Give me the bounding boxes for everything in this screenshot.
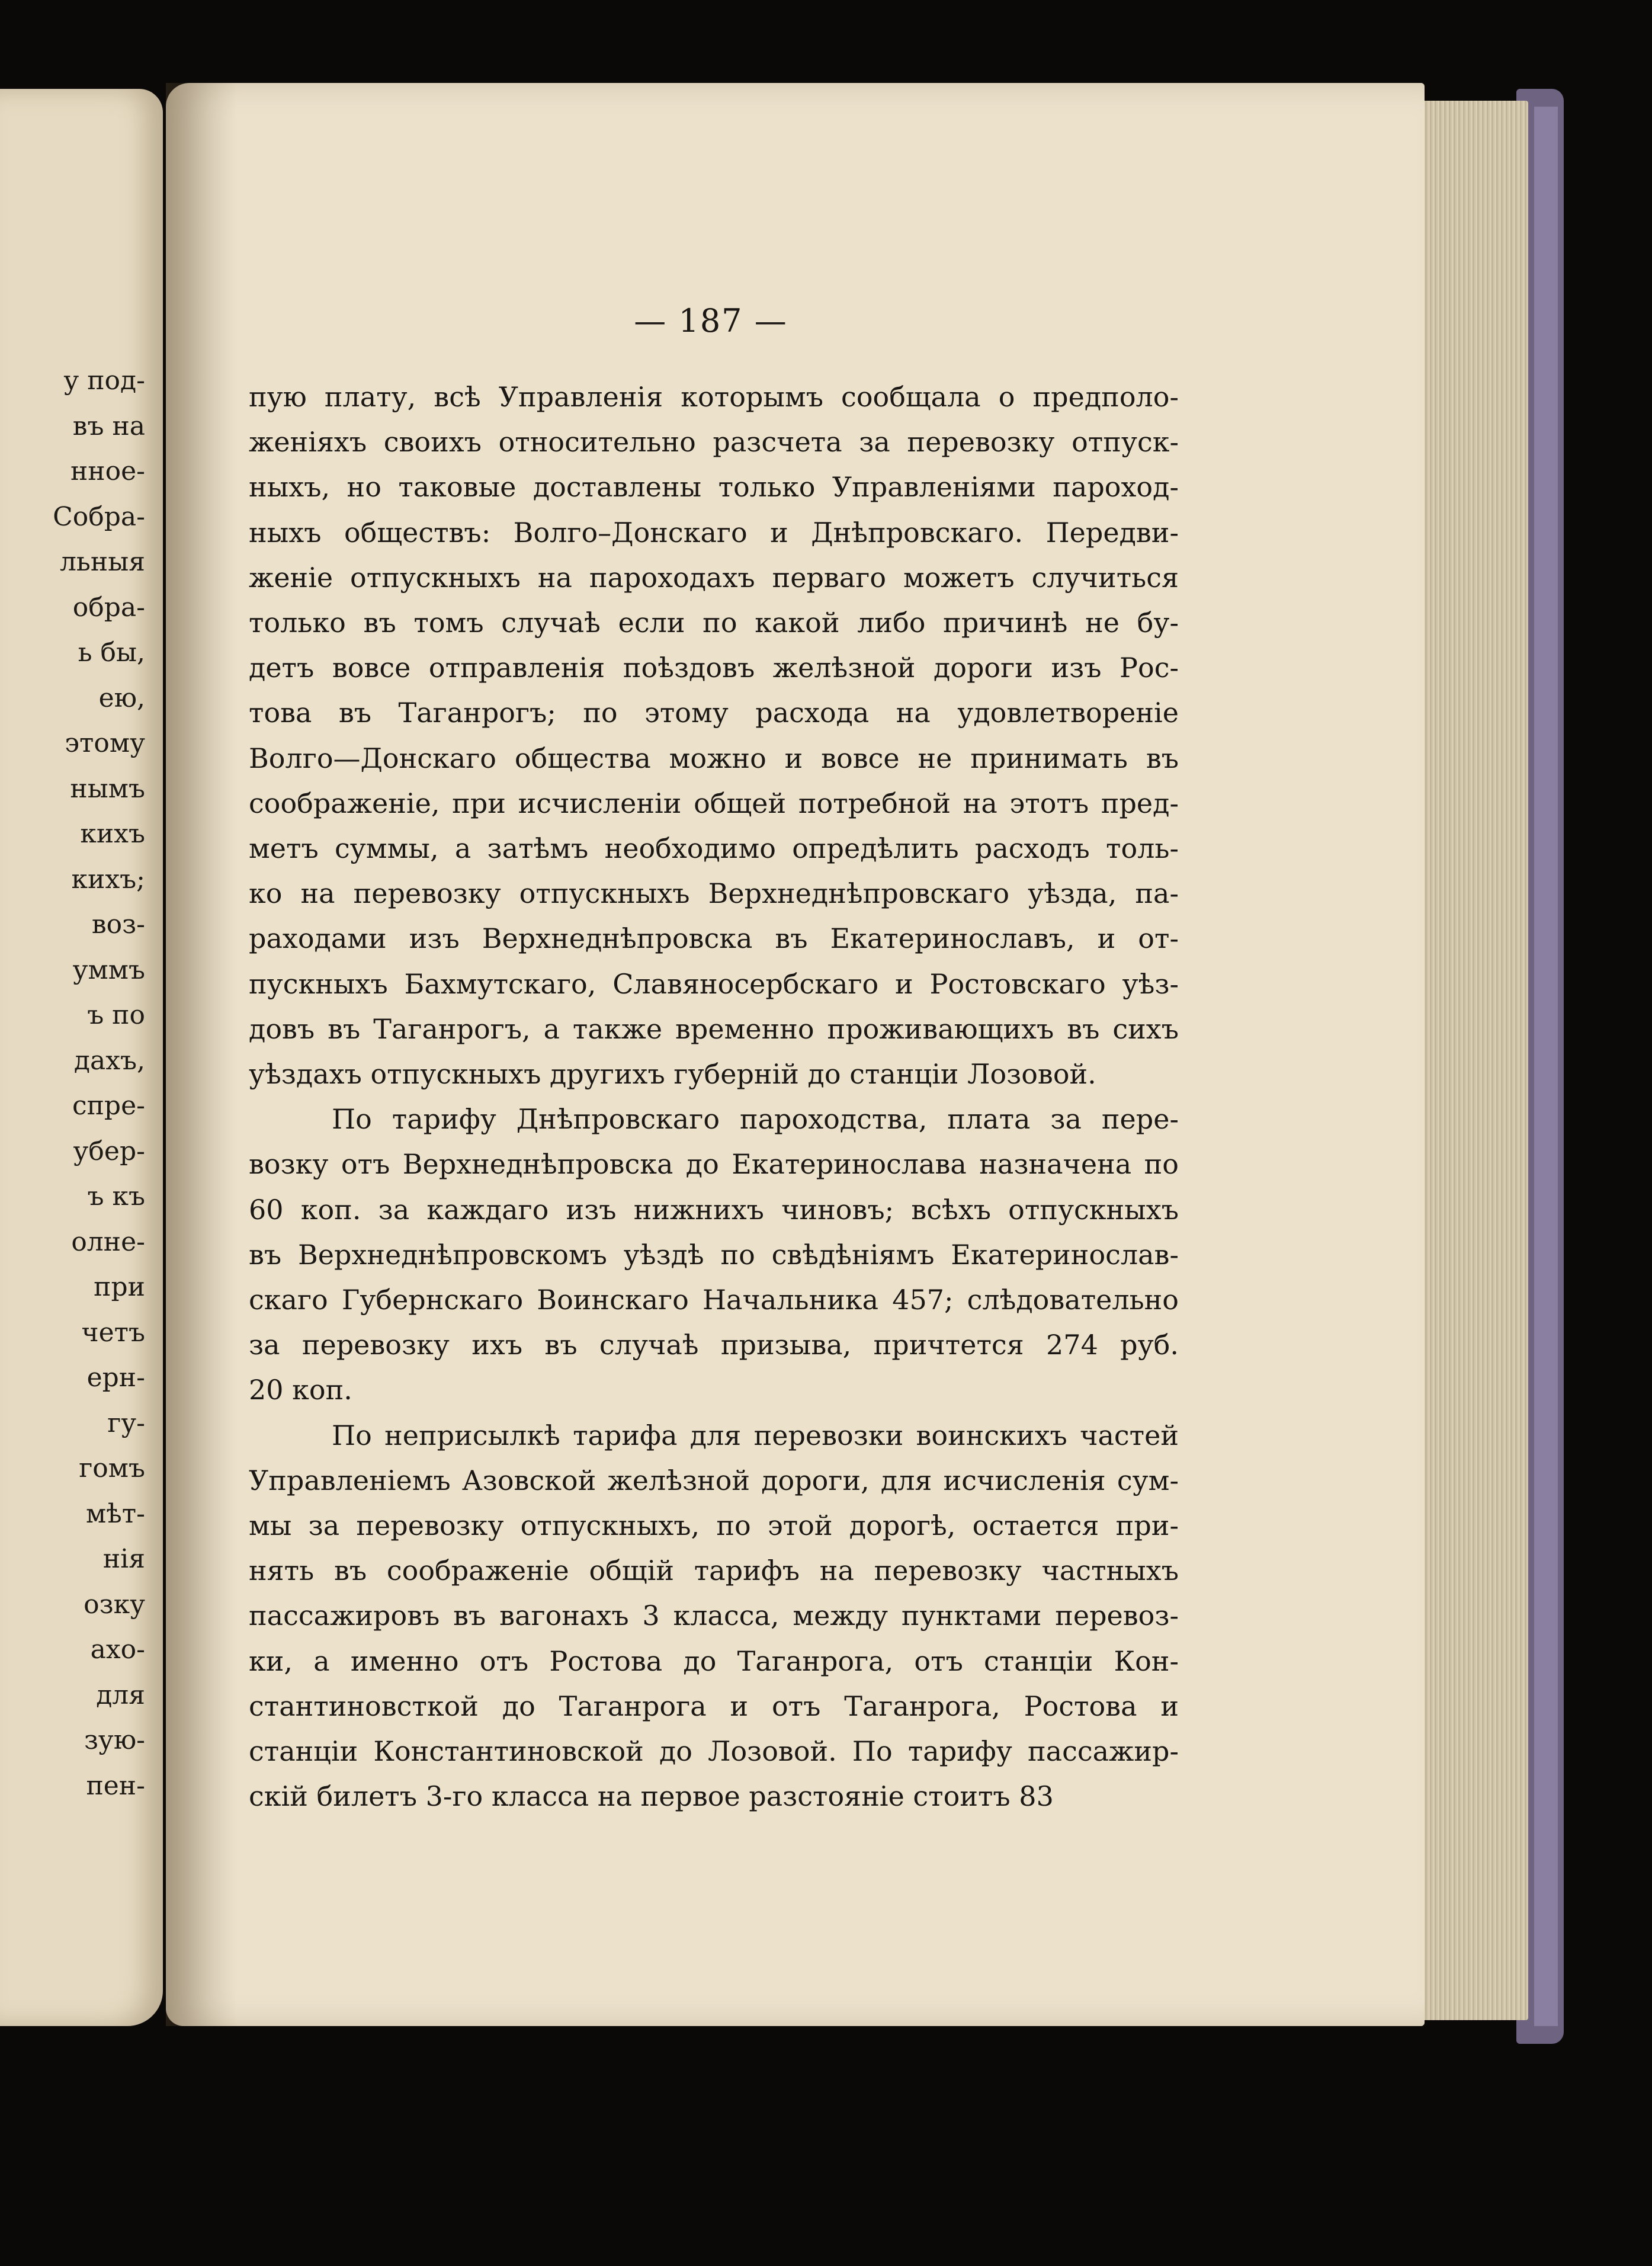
text-line: ко на перевозку отпускныхъ Верхнеднѣпровскаго уѣзда, па-	[249, 877, 1179, 910]
text-line: довъ въ Таганрогъ, а также временно проживающихъ въ сихъ	[249, 1012, 1179, 1045]
text-line: ныхъ, но таковые доставлены только Управленіями пароход-	[249, 471, 1179, 504]
text-line: пассажировъ въ вагонахъ 3 класса, между пунктами перевоз-	[249, 1600, 1179, 1632]
left-page-line: нное-	[70, 456, 145, 486]
left-page-line: въ на	[72, 411, 145, 441]
left-page-line: ею,	[98, 682, 145, 713]
text-line: ки, а именно отъ Ростова до Таганрога, отъ станціи Кон-	[249, 1645, 1179, 1677]
left-page-line: кихъ	[80, 819, 145, 849]
text-line: нять въ соображеніе общій тарифъ на перевозку частныхъ	[249, 1555, 1179, 1587]
book-cover-inner	[1534, 107, 1558, 2026]
text-line: женіяхъ своихъ относительно разсчета за перевозку отпуск-	[249, 426, 1179, 459]
left-page-line: пен-	[86, 1770, 145, 1801]
text-line: раходами изъ Верхнеднѣпровска въ Екатеринославъ, и от-	[249, 922, 1179, 955]
text-line: пускныхъ Бахмутскаго, Славяносербскаго и Ростовскаго уѣз-	[249, 967, 1179, 1000]
left-page-line: ъ къ	[87, 1181, 145, 1211]
left-page-line: ерн-	[86, 1363, 145, 1393]
left-page-line: обра-	[72, 592, 145, 623]
left-page-line: Собра-	[53, 501, 145, 532]
text-line: только въ томъ случаѣ если по какой либо причинѣ не бу-	[249, 607, 1179, 639]
left-page-line: ь бы,	[78, 637, 145, 668]
text-line: По тарифу Днѣпровскаго пароходства, плата за пере-	[332, 1103, 1179, 1136]
text-line: за перевозку ихъ въ случаѣ призыва, причтется 274 руб.	[249, 1329, 1179, 1361]
left-page-line: уммъ	[72, 954, 145, 985]
left-page-line: озку	[84, 1589, 145, 1620]
text-line: 60 коп. за каждаго изъ нижнихъ чиновъ; всѣхъ отпускныхъ	[249, 1193, 1179, 1226]
left-page-text	[0, 358, 145, 1809]
left-page-line: мѣт-	[86, 1498, 145, 1529]
text-line: това въ Таганрогъ; по этому расхода на удовлетвореніе	[249, 697, 1179, 729]
left-page-line: четъ	[81, 1317, 145, 1348]
text-line: женіе отпускныхъ на пароходахъ перваго можетъ случиться	[249, 561, 1179, 594]
text-line: возку отъ Верхнеднѣпровска до Екатеринослава назначена по	[249, 1148, 1179, 1181]
left-page-line: у под-	[63, 366, 145, 396]
left-page-line: дахъ,	[73, 1045, 145, 1076]
left-page-line: ъ по	[87, 1000, 145, 1030]
left-page-line: убер-	[73, 1136, 145, 1166]
left-page-line: этому	[65, 728, 145, 758]
text-line: детъ вовсе отправленія поѣздовъ желѣзной дороги изъ Рос-	[249, 652, 1179, 684]
text-line: пую плату, всѣ Управленія которымъ сообщала о предполо-	[249, 381, 1179, 413]
text-line: уѣздахъ отпускныхъ другихъ губерній до станціи Лозовой.	[249, 1058, 1096, 1090]
left-page-line: зую-	[84, 1725, 145, 1755]
left-page-line: гу-	[107, 1408, 145, 1438]
text-line: Управленіемъ Азовской желѣзной дороги, для исчисленія сум-	[249, 1464, 1179, 1496]
text-line: метъ суммы, а затѣмъ необходимо опредѣлить расходъ толь-	[249, 832, 1179, 864]
page-number: — 187 —	[634, 302, 788, 339]
left-page-line: ахо-	[90, 1634, 145, 1665]
text-line: ныхъ обществъ: Волго–Донскаго и Днѣпровскаго. Передви-	[249, 516, 1179, 549]
left-page-line: нія	[102, 1544, 145, 1574]
left-page-line: спре-	[72, 1091, 145, 1121]
text-line: Волго—Донскаго общества можно и вовсе не принимать въ	[249, 742, 1179, 774]
text-line: въ Верхнеднѣпровскомъ уѣздѣ по свѣдѣніямъ Екатеринослав-	[249, 1238, 1179, 1271]
left-facing-page	[0, 89, 163, 2026]
left-page-line: гомъ	[79, 1453, 145, 1483]
left-page-line: нымъ	[70, 773, 145, 804]
left-page-line: воз-	[91, 909, 145, 940]
text-line: скій билетъ 3-го класса на первое разстояніе стоитъ 83	[249, 1780, 1054, 1813]
left-page-line: кихъ;	[71, 864, 145, 895]
text-line: По неприсылкѣ тарифа для перевозки воинскихъ частей	[332, 1419, 1179, 1451]
left-page-line: льныя	[59, 547, 145, 577]
text-line: стантиновсткой до Таганрога и отъ Таганрога, Ростова и	[249, 1690, 1179, 1722]
left-page-line: для	[96, 1680, 145, 1710]
left-page-line: при	[94, 1272, 145, 1302]
text-line: 20 коп.	[249, 1374, 352, 1406]
text-line: соображеніе, при исчисленіи общей потребной на этотъ пред-	[249, 787, 1179, 819]
text-line: станціи Константиновской до Лозовой. По тарифу пассажир-	[249, 1735, 1179, 1767]
text-line: мы за перевозку отпускныхъ, по этой дорогѣ, остается при-	[249, 1509, 1179, 1541]
text-line: скаго Губернскаго Воинскаго Начальника 457; слѣдовательно	[249, 1284, 1179, 1316]
left-page-line: олне-	[71, 1226, 145, 1257]
